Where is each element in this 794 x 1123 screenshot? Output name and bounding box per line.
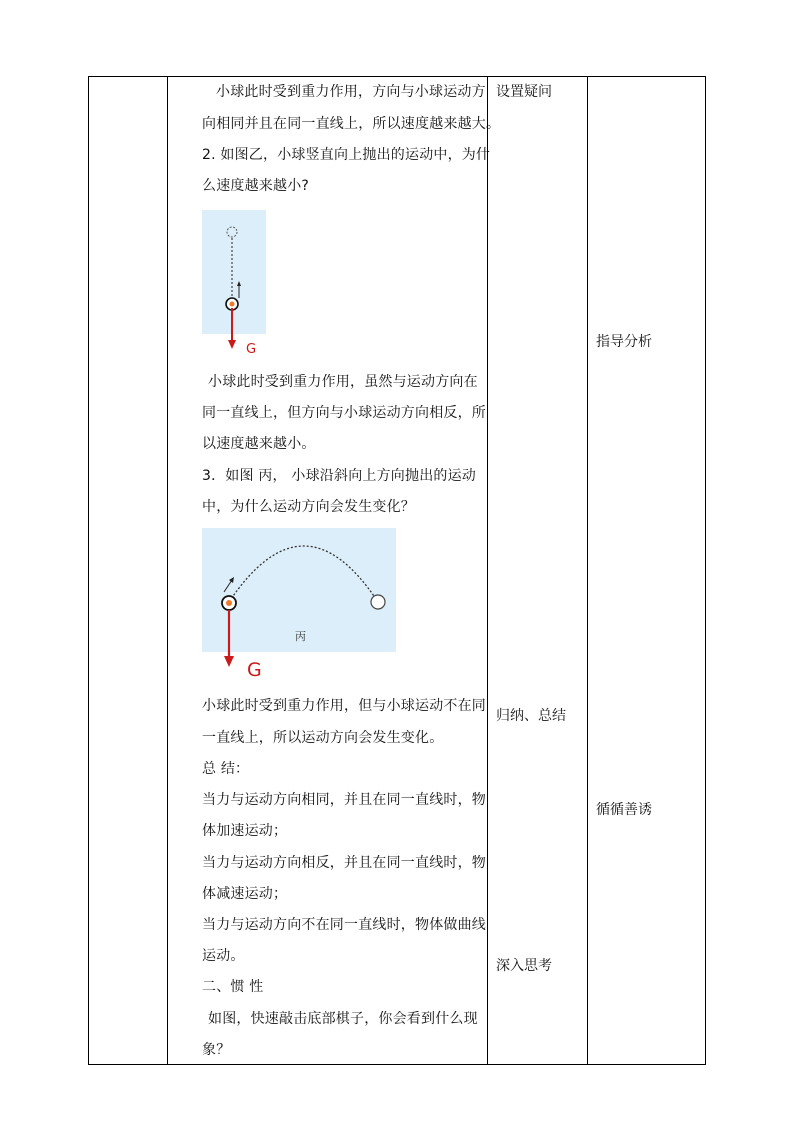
summary-line: 当力与运动方向相同，并且在同一直线时，物 [202,792,486,808]
summary-line: 当力与运动方向相反，并且在同一直线时，物 [202,855,486,871]
teaching-method-2: 归纳、总结 [496,708,566,724]
gravity-label: G [246,342,257,357]
paragraph: 以速度越来越小。 [202,436,316,452]
intent-2: 循循善诱 [596,802,652,818]
paragraph: 小球此时受到重力作用，虽然与运动方向在 [208,374,478,390]
question-2: 2. 如图乙，小球竖直向上抛出的运动中，为什 [202,147,491,163]
figure-projectile [200,526,400,686]
question-4: 如图，快速敲击底部棋子，你会看到什么现 [208,1011,478,1027]
figure-caption: 丙 [295,630,306,643]
summary-heading: 总 结： [202,761,250,777]
intent-1: 指导分析 [596,334,652,350]
paragraph: 向相同并且在同一直线上，所以速度越来越大。 [202,116,501,132]
figure-vertical-throw [200,208,280,358]
section-heading: 二、惯 性 [202,979,264,995]
teaching-method-1: 设置疑问 [496,84,552,100]
column-divider [487,77,488,1064]
paragraph: 同一直线上，但方向与小球运动方向相反，所 [202,405,486,421]
gravity-arrowhead [228,340,236,349]
summary-line: 体减速运动； [202,886,288,902]
paragraph: 小球此时受到重力作用，方向与小球运动方 [216,84,486,100]
paragraph: 小球此时受到重力作用，但与小球运动不在同 [202,698,486,714]
gravity-arrowhead [224,656,234,667]
question-4-cont: 象？ [202,1042,231,1058]
question-3: 3．如图 丙， 小球沿斜向上方向抛出的运动 [202,468,477,484]
question-3-cont: 中，为什么运动方向会发生变化？ [202,499,415,515]
ball-center [230,302,235,307]
paragraph: 一直线上，所以运动方向会发生变化。 [202,730,444,746]
question-2-cont: 么速度越来越小? [202,178,310,194]
summary-line: 当力与运动方向不在同一直线时，物体做曲线 [202,917,486,933]
teaching-method-3: 深入思考 [496,958,552,974]
column-divider [167,77,168,1064]
column-divider [587,77,588,1064]
ball-landing-position [371,595,385,609]
summary-line: 运动。 [202,948,245,964]
gravity-label: G [247,659,262,681]
summary-line: 体加速运动； [202,823,288,839]
figure-background [202,210,266,334]
ball-center [226,600,232,606]
